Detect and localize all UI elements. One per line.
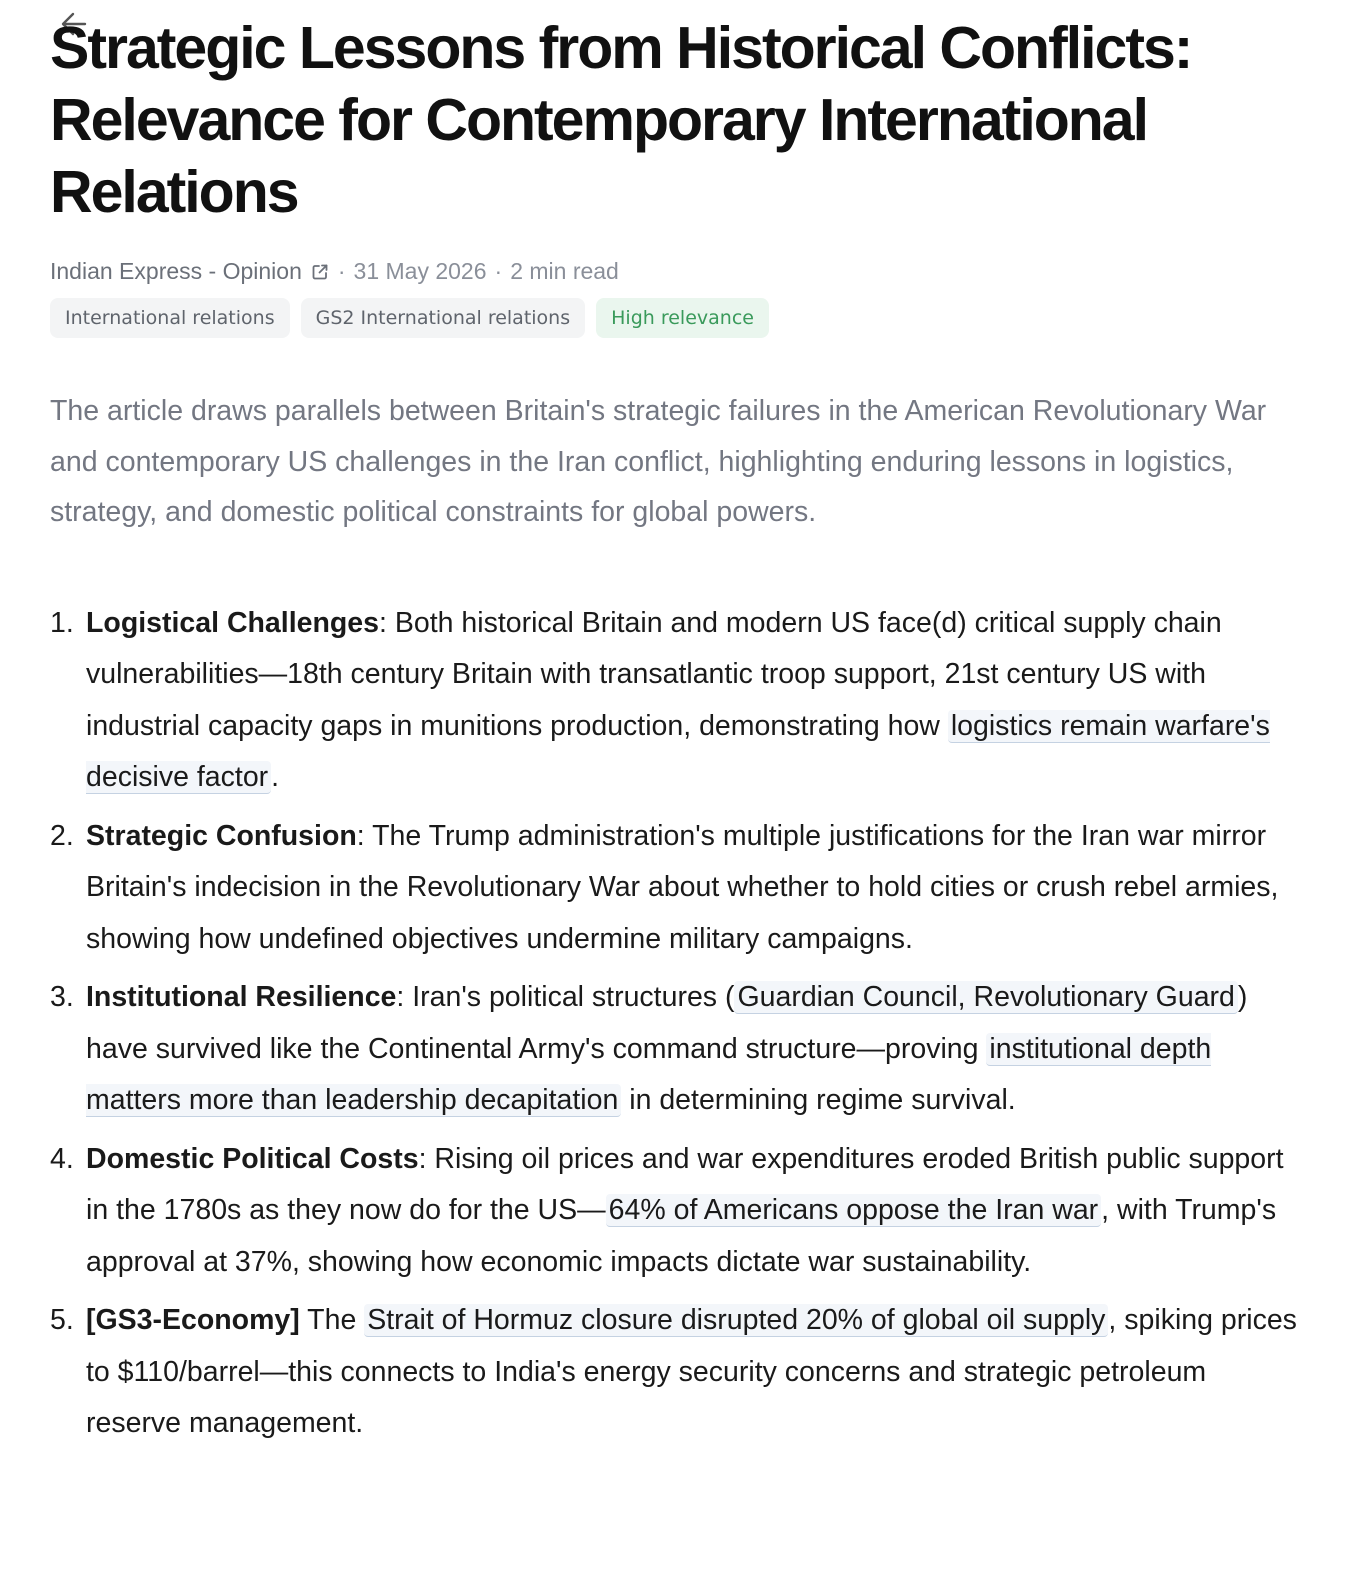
point-heading: Domestic Political Costs xyxy=(86,1142,419,1175)
point-number: 3. xyxy=(50,981,74,1013)
highlighted-phrase[interactable]: institutional depth matters more than leadership decapitation xyxy=(86,1032,1212,1116)
point-text: : Iran's political structures ( xyxy=(396,981,735,1013)
tag-list xyxy=(50,298,1300,338)
relevance-badge: High relevance xyxy=(596,298,769,338)
key-point-item xyxy=(50,598,1300,804)
key-points-list xyxy=(50,598,1300,1450)
point-number: 5. xyxy=(50,1304,74,1336)
key-point-item xyxy=(50,811,1300,966)
point-heading: Logistical Challenges xyxy=(86,606,379,639)
read-time: 2 min read xyxy=(510,257,619,284)
point-text: : Rising oil prices and war expenditures eroded British public support in the 1780s as they now do for the US— xyxy=(86,1142,1284,1226)
point-text: : Both historical Britain and modern US face(d) critical supply chain vulnerabilities—18th century Britain with transatlantic troop support, 21st century US with industrial capacity gaps in munitions production, demonstrating how xyxy=(86,606,1222,742)
point-text: The xyxy=(299,1304,365,1336)
point-text: ) have survived like the Continental Army's command structure—proving xyxy=(86,981,1248,1065)
point-text: : The Trump administration's multiple justifications for the Iran war mirror Britain's indecision in the Revolutionary War about whether to hold cities or crush rebel armies, showing how undefined objectives undermine military campaigns. xyxy=(86,819,1279,955)
point-text: , with Trump's approval at 37%, showing how economic impacts dictate war sustainability. xyxy=(86,1194,1277,1278)
point-number: 2. xyxy=(50,819,74,852)
meta-separator: · xyxy=(337,257,346,284)
key-point-item xyxy=(50,972,1300,1127)
topic-tag: International relations xyxy=(50,298,290,338)
highlighted-phrase[interactable]: logistics remain warfare's decisive factor xyxy=(86,709,1270,793)
source-name: Indian Express - Opinion xyxy=(50,257,302,284)
key-point-item xyxy=(50,1295,1300,1450)
highlighted-phrase[interactable]: Guardian Council, Revolutionary Guard xyxy=(734,981,1237,1014)
article-title: Strategic Lessons from Historical Conflicts: Relevance for Contemporary International Relations xyxy=(50,15,1192,225)
topic-tag: GS2 International relations xyxy=(301,298,586,338)
highlighted-phrase[interactable]: 64% of Americans oppose the Iran war xyxy=(606,1194,1102,1227)
external-link-icon xyxy=(310,261,330,281)
highlighted-phrase[interactable]: Strait of Hormuz closure disrupted 20% of global oil supply xyxy=(364,1304,1108,1337)
point-text: in determining regime survival. xyxy=(621,1084,1016,1116)
article-page xyxy=(50,12,1300,1457)
article-meta xyxy=(50,256,1300,286)
source-link[interactable] xyxy=(50,258,330,285)
point-number: 4. xyxy=(50,1142,74,1175)
point-heading: [GS3-Economy] xyxy=(86,1304,300,1336)
point-number: 1. xyxy=(50,606,74,639)
meta-separator: · xyxy=(494,257,503,284)
point-text: . xyxy=(271,761,280,793)
publish-date: 31 May 2026 xyxy=(353,257,487,284)
point-heading: Strategic Confusion xyxy=(86,819,357,852)
article-summary: The article draws parallels between Britain's strategic failures in the American Revolutionary War and contemporary US challenges in the Iran conflict, highlighting enduring lessons in logistics, strategy, and domestic political constraints for global powers. xyxy=(50,395,1267,528)
key-point-item xyxy=(50,1134,1300,1289)
point-heading: Institutional Resilience xyxy=(86,981,397,1013)
point-text: , spiking prices to $110/barrel—this connects to India's energy security concerns and strategic petroleum reserve management. xyxy=(86,1304,1297,1439)
